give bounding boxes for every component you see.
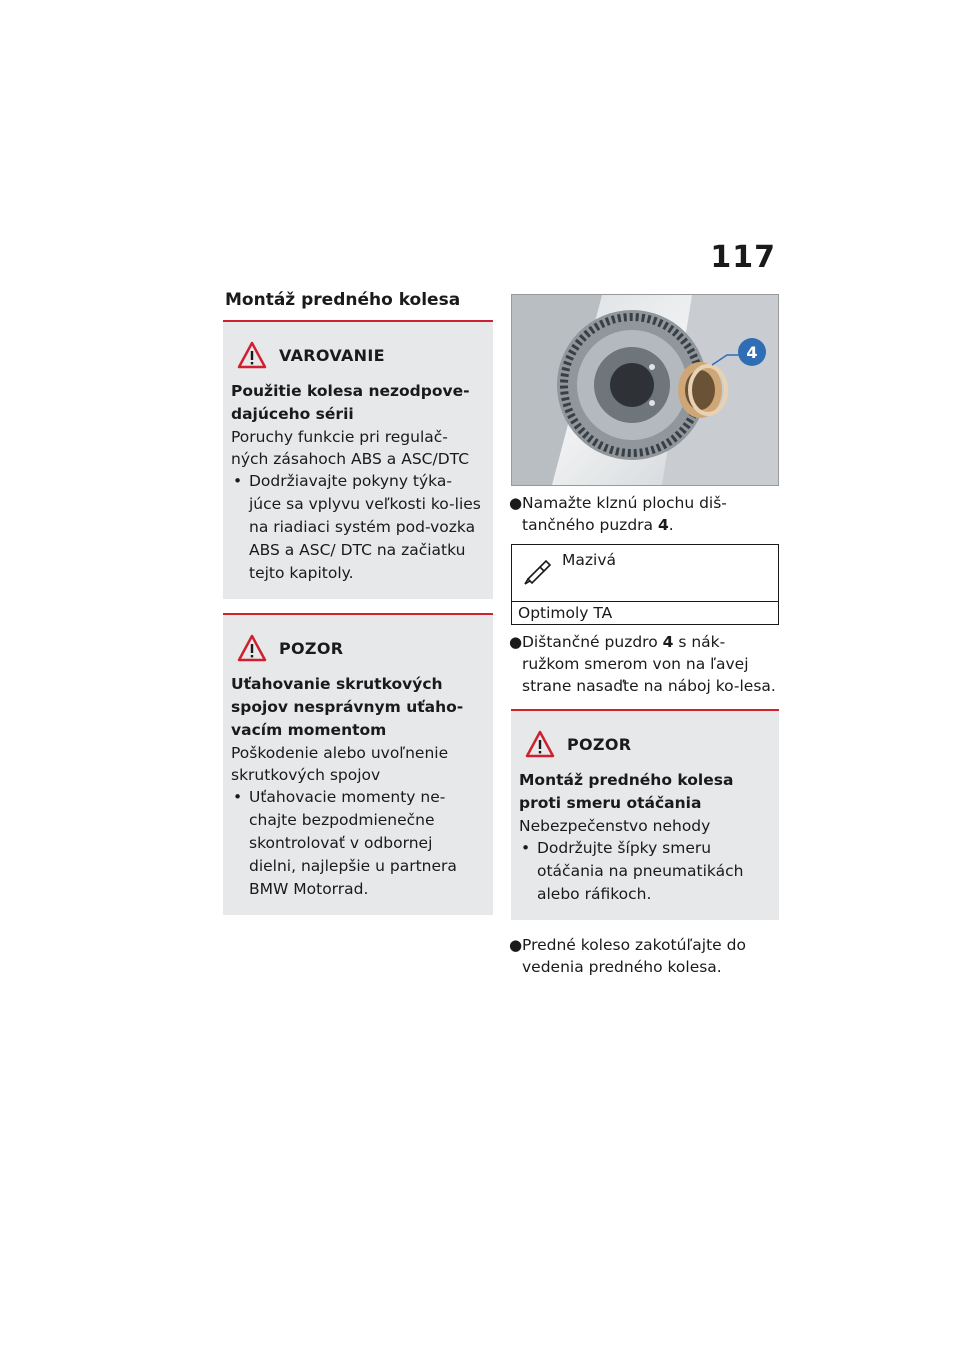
step-end: . (668, 516, 674, 534)
bullet-icon: ● (509, 936, 523, 954)
warning-header (231, 633, 483, 663)
warning-subtitle: Použitie kolesa nezodpove-dajúceho sérii (231, 382, 470, 423)
warning-text: Poruchy funkcie pri regulač-ných zásahoch ABS a ASC/DTC (231, 428, 470, 468)
warning-triangle-icon (237, 633, 267, 663)
lubricant-table (511, 544, 779, 625)
warning-item-text: Uťahovacie momenty ne-chajte bezpodmienečne skontrolovať v odbornej dielni, najlepšie u partnera BMW Motorrad. (249, 788, 457, 898)
step-text: Namažte klznú plochu diš-tančného puzdra (522, 494, 727, 534)
warning-text: Nebezpečenstvo nehody (519, 817, 711, 835)
warning-item (519, 837, 769, 906)
bullet-icon: • (233, 788, 243, 806)
warning-text: Poškodenie alebo uvoľnenie skrutkových spojov (231, 744, 449, 784)
step-lubricate (511, 492, 779, 536)
warning-label: POZOR (567, 734, 632, 754)
warning-label: VAROVANIE (279, 345, 385, 365)
warning-triangle-icon (237, 340, 267, 370)
bullet-icon: ● (509, 494, 523, 512)
callout-number: 4 (746, 343, 758, 362)
lubricant-title: Mazivá (562, 551, 616, 569)
warning-subtitle: Uťahovanie skrutkových spojov nesprávnym uťaho-vacím momentom (231, 675, 464, 739)
step-ref: 4 (657, 516, 669, 534)
wheel-hub-illustration (512, 295, 778, 485)
wheel-hub-figure (511, 294, 779, 486)
lubricant-icon (522, 557, 552, 587)
warning-item (231, 786, 483, 901)
warning-box-pozor (223, 613, 493, 915)
lubricant-value: Optimoly TA (518, 604, 613, 622)
step-roll-wheel (511, 934, 779, 978)
step-text: Predné koleso zakotúľajte do vedenia predného kolesa. (522, 936, 746, 976)
warning-item-text: Dodržujte šípky smeru otáčania na pneumatikách alebo ráfikoch. (537, 839, 744, 903)
warning-item (231, 470, 483, 585)
step-pre: Dištančné puzdro (522, 633, 663, 651)
left-column (223, 290, 493, 929)
step-ref: 4 (662, 633, 674, 651)
warning-item-text: Dodržiavajte pokyny týka-júce sa vplyvu veľkosti ko-lies na riadiaci systém pod-vozka ABS a ASC/ DTC na začiatku tejto kapitoly. (249, 472, 481, 582)
warning-header (519, 729, 769, 759)
warning-triangle-icon (525, 729, 555, 759)
step-post: s nák-ružkom smerom von na ľavej strane nasaďte na náboj ko-lesa. (522, 633, 776, 695)
section-heading: Montáž predného kolesa (225, 290, 461, 310)
warning-header (231, 340, 483, 370)
bullet-icon: ● (509, 633, 523, 651)
warning-subtitle: Montáž predného kolesa proti smeru otáčania (519, 771, 734, 812)
page-number: 117 (710, 240, 776, 275)
step-insert-sleeve (511, 631, 779, 697)
lubricant-header (512, 545, 778, 602)
warning-box-pozor-direction (511, 709, 779, 920)
bullet-icon: • (233, 472, 243, 490)
right-column (511, 294, 779, 978)
bullet-icon: • (521, 839, 531, 857)
warning-box-varovanie (223, 320, 493, 599)
warning-label: POZOR (279, 638, 344, 658)
